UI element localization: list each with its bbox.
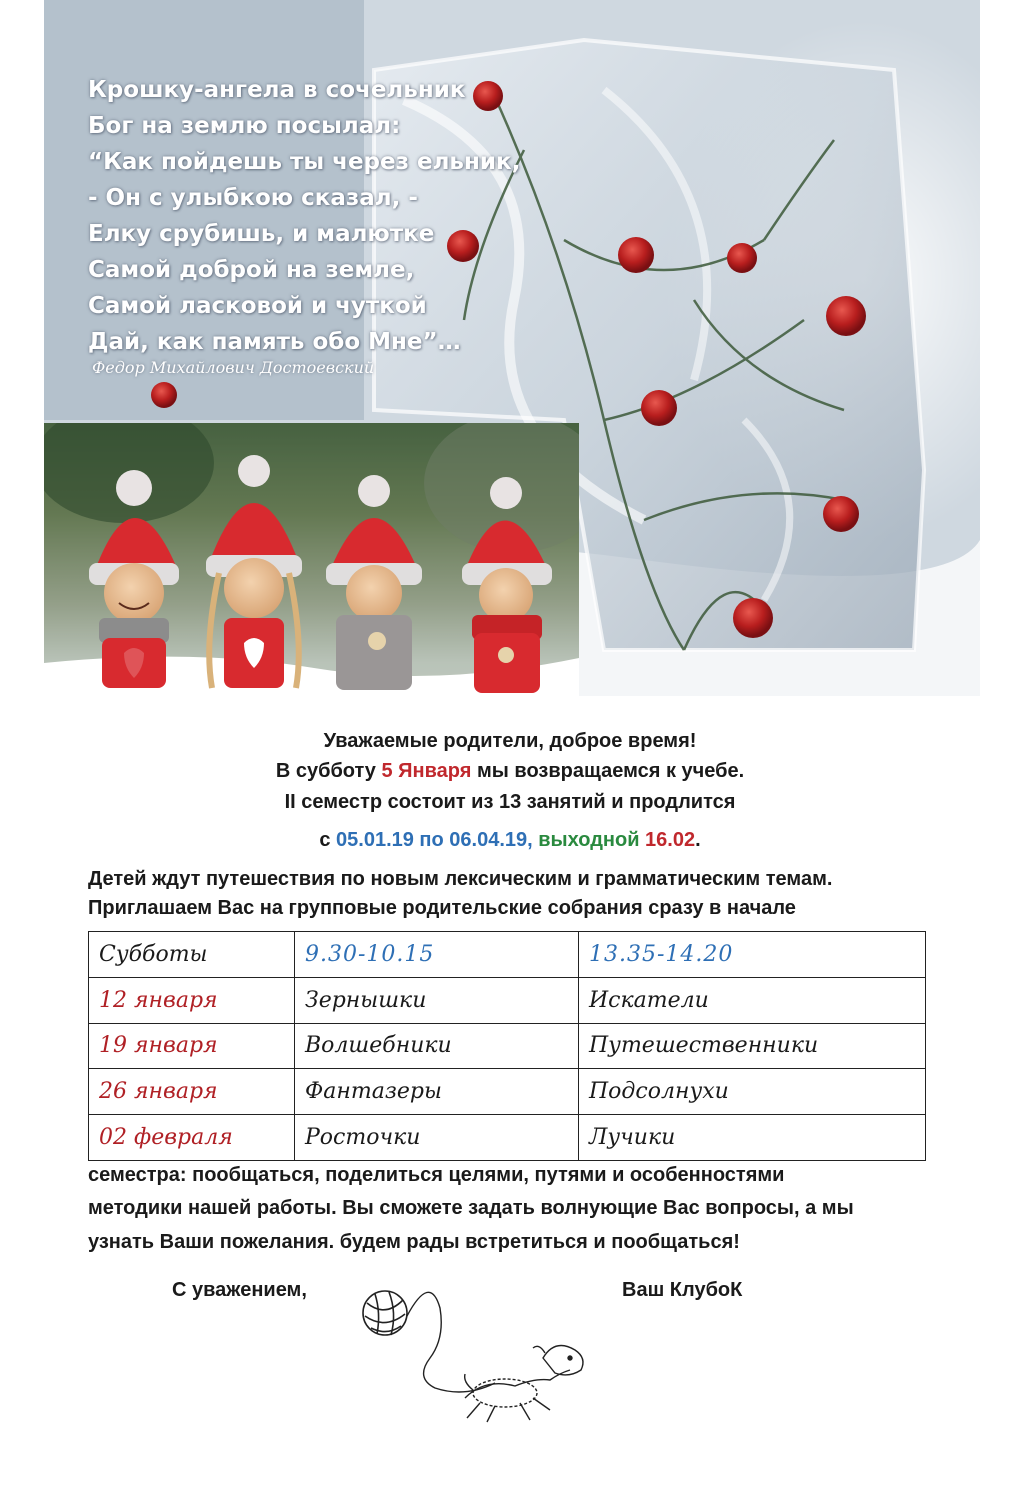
row-group-morning: Волшебники: [295, 1023, 579, 1069]
intro-line-1: Детей ждут путешествия по новым лексическим и грамматическим темам.: [88, 868, 833, 890]
table-row: [89, 1069, 926, 1115]
holiday-date: 16.02: [639, 829, 696, 851]
dolls-illustration: [44, 423, 579, 723]
row-date: 12 января: [89, 977, 295, 1023]
row-group-morning: Фантазеры: [295, 1069, 579, 1115]
semester-info: II семестр состоит из 13 занятий и продлится: [284, 791, 736, 813]
semester-dates-line: [180, 829, 840, 852]
table-row: [89, 977, 926, 1023]
row-date: 26 января: [89, 1069, 295, 1115]
club-name: Ваш КлубоК: [622, 1279, 743, 1301]
row-group-morning: Росточки: [295, 1115, 579, 1161]
return-date-line: [180, 760, 840, 783]
poem: [88, 72, 548, 360]
poem-author-signature: Федор Михайлович Достоевский: [92, 358, 375, 377]
return-date: 5 Января: [381, 760, 472, 782]
header-time-afternoon: 13.35-14.20: [579, 932, 926, 978]
poem-line: “Как пойдешь ты через ельник,: [88, 149, 521, 175]
row-group-morning: Зернышки: [295, 977, 579, 1023]
header-time-morning: 9.30-10.15: [295, 932, 579, 978]
poem-line: Самой ласковой и чуткой: [88, 293, 427, 319]
table-row: [89, 1023, 926, 1069]
holiday-label: выходной: [532, 829, 640, 851]
poem-line: Дай, как память обо Мне”…: [88, 329, 461, 355]
intro-line-2: Приглашаем Вас на групповые родительские собрания сразу в начале: [88, 897, 796, 919]
poem-line: Елку срубишь, и малютке: [88, 221, 435, 247]
row-date: 02 февраля: [89, 1115, 295, 1161]
semester-date-range: 05.01.19 по 06.04.19,: [336, 829, 533, 851]
dates-end: .: [695, 829, 701, 851]
table-row: [89, 1115, 926, 1161]
poem-line: Бог на землю посылал:: [88, 113, 401, 139]
return-date-prefix: В субботу: [275, 760, 382, 782]
yarn-thread: [407, 1292, 495, 1392]
knitted-dolls-photo: [44, 423, 579, 723]
row-group-afternoon: Лучики: [579, 1115, 926, 1161]
poem-line: - Он с улыбкою сказал, -: [88, 185, 418, 211]
row-group-afternoon: Путешественники: [579, 1023, 926, 1069]
poem-line: Крошку-ангела в сочельник: [88, 77, 466, 103]
dates-prefix: с: [319, 829, 337, 851]
yarn-lamb-drawing: [355, 1278, 605, 1428]
return-date-suffix: мы возвращаемся к учебе.: [471, 760, 745, 782]
meeting-schedule-table: [88, 931, 926, 1161]
closing-line-1: семестра: пообщаться, поделиться целями, путями и особенностями: [88, 1164, 785, 1186]
greeting: Уважаемые родители, доброе время!: [323, 730, 697, 752]
closing-line-3: узнать Ваши пожелания. будем рады встретиться и пообщаться!: [88, 1231, 740, 1253]
header-saturdays: Субботы: [89, 932, 295, 978]
row-date: 19 января: [89, 1023, 295, 1069]
sign-off: С уважением,: [172, 1279, 307, 1301]
yarn-ball-icon: [363, 1291, 407, 1335]
table-header-row: [89, 932, 926, 978]
poem-line: Самой доброй на земле,: [88, 257, 415, 283]
closing-line-2: методики нашей работы. Вы сможете задать волнующие Вас вопросы, а мы: [88, 1197, 854, 1219]
row-group-afternoon: Подсолнухи: [579, 1069, 926, 1115]
row-group-afternoon: Искатели: [579, 977, 926, 1023]
lamb-icon: [465, 1346, 583, 1423]
